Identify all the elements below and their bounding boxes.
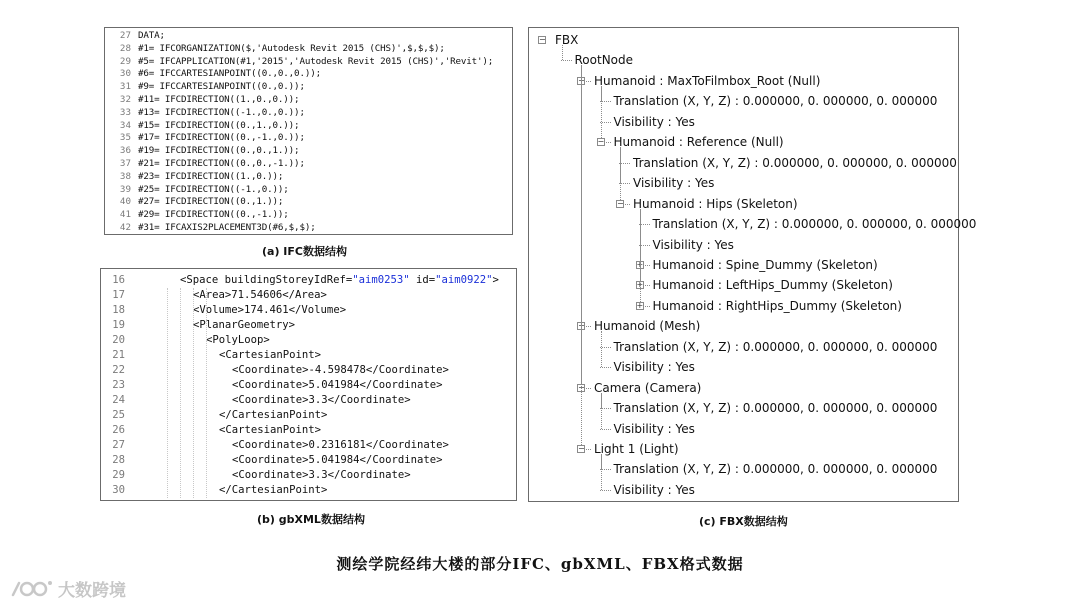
line-number: 30 [112, 484, 125, 496]
code-text: <Coordinate>3.3</Coordinate> [232, 394, 411, 406]
line-number: 27 [112, 439, 125, 451]
line-number: 31 [119, 81, 131, 93]
line-number: 18 [112, 304, 125, 316]
code-line [105, 107, 512, 120]
collapse-icon[interactable]: − [578, 444, 585, 453]
tree-connector [601, 86, 602, 142]
code-text: <PolyLoop> [206, 334, 270, 346]
code-text [125, 273, 499, 288]
code-line [105, 81, 512, 94]
line-number: 24 [112, 394, 125, 406]
tree-node-label[interactable]: Translation (X, Y, Z) : 0.000000, 0. 000000, 0. 000000 [652, 217, 977, 232]
code-line [101, 423, 516, 438]
expand-icon[interactable]: + [636, 280, 644, 290]
code-text: <PlanarGeometry> [193, 319, 296, 331]
tree-connector [600, 429, 611, 430]
line-number: 36 [119, 145, 131, 157]
watermark-text: 大数跨境 [58, 581, 126, 601]
fbx-caption: (c) FBX数据结构 [699, 515, 788, 528]
line-number: 38 [119, 170, 131, 182]
line-number: 20 [112, 334, 125, 346]
tree-node-label[interactable]: Humanoid : LeftHips_Dummy (Skeleton) [652, 278, 893, 293]
code-text: <Area>71.54606</Area> [193, 289, 327, 301]
code-text: #23= IFCDIRECTION((1.,0.)); [138, 170, 284, 182]
code-text: #17= IFCDIRECTION((0.,-1.,0.)); [138, 132, 305, 144]
line-number: 34 [119, 119, 131, 131]
code-line [105, 171, 512, 184]
code-line [101, 453, 516, 468]
code-line [105, 68, 512, 81]
line-number: 25 [112, 409, 125, 421]
code-text: #27= IFCDIRECTION((0.,1.)); [138, 196, 284, 208]
collapse-icon[interactable]: − [617, 198, 624, 208]
tree-node-label[interactable]: Translation (X, Y, Z) : 0.000000, 0. 000000, 0. 000000 [613, 339, 938, 354]
indent-guide [193, 288, 194, 498]
attr-value: "aim0922" [435, 274, 493, 286]
code-line [105, 30, 512, 43]
line-number: 19 [112, 319, 125, 331]
tree-node-label[interactable]: Visibility : Yes [613, 482, 695, 497]
tree-connector [581, 65, 582, 449]
code-line [101, 408, 516, 423]
line-number: 33 [119, 106, 131, 118]
line-number: 23 [112, 379, 125, 391]
code-text: #25= IFCDIRECTION((-1.,0.)); [138, 183, 289, 195]
code-text: #31= IFCAXIS2PLACEMENT3D(#6,$,$); [138, 221, 316, 233]
code-text: <Volume>174.461</Volume> [193, 304, 347, 316]
tree-node-label[interactable]: RootNode [574, 53, 634, 68]
tree-connector [562, 45, 563, 60]
code-text: </CartesianPoint> [219, 409, 328, 421]
collapse-icon[interactable]: − [578, 321, 585, 331]
tree-node-label[interactable]: Translation (X, Y, Z) : 0.000000, 0. 000000, 0. 000000 [613, 462, 938, 477]
tree-node-label[interactable]: FBX [555, 33, 579, 47]
line-number: 22 [112, 364, 125, 376]
code-text: #11= IFCDIRECTION((1.,0.,0.)); [138, 93, 300, 105]
collapse-icon[interactable]: − [539, 35, 546, 44]
code-text: #19= IFCDIRECTION((0.,0.,1.)); [138, 145, 300, 157]
indent-guide [206, 288, 207, 498]
line-number: 35 [119, 132, 131, 144]
code-text: <Coordinate>5.041984</Coordinate> [232, 379, 443, 391]
tree-node-label[interactable]: Light 1 (Light) [594, 442, 679, 456]
code-text: </CartesianPoint> [219, 484, 328, 496]
code-text: <Coordinate>3.3</Coordinate> [232, 469, 411, 481]
code-tag: id= [409, 274, 436, 286]
code-tag: <Space buildingStoreyIdRef= [180, 274, 353, 286]
tree-connector [601, 454, 602, 490]
code-line [105, 184, 512, 197]
code-line [101, 438, 516, 453]
line-number: 17 [112, 289, 125, 301]
line-number: 29 [119, 55, 131, 67]
watermark [10, 576, 126, 601]
tree-node-label[interactable]: Visibility : Yes [633, 176, 715, 191]
code-text: #6= IFCCARTESIANPOINT((0.,0.,0.)); [138, 68, 321, 80]
expand-icon[interactable]: + [636, 300, 644, 310]
code-line [101, 318, 516, 333]
attr-value: "aim0253" [352, 274, 410, 286]
tree-node-label[interactable]: Visibility : Yes [613, 421, 695, 436]
line-number: 40 [119, 196, 131, 208]
tree-node-label[interactable]: Visibility : Yes [613, 114, 695, 129]
tree-connector [600, 490, 611, 491]
indent-guide [167, 288, 168, 498]
code-line [105, 132, 512, 145]
tree-connector [640, 209, 641, 306]
collapse-icon[interactable]: − [578, 382, 585, 392]
line-number: 29 [112, 469, 125, 481]
tree-node-label[interactable]: Camera (Camera) [594, 380, 702, 395]
code-line [101, 468, 516, 483]
tree-node-label[interactable]: Humanoid : Hips (Skeleton) [633, 196, 798, 211]
expand-icon[interactable]: + [636, 259, 644, 269]
figure-title: 测绘学院经纬大楼的部分IFC、gbXML、FBX格式数据 [336, 555, 744, 573]
code-line [105, 222, 512, 235]
code-text: #15= IFCDIRECTION((0.,1.,0.)); [138, 119, 300, 131]
code-line [105, 94, 512, 107]
code-text: DATA; [138, 30, 165, 41]
logo-icon [10, 577, 54, 601]
code-line [105, 145, 512, 158]
gbxml-caption: (b) gbXML数据结构 [257, 513, 365, 526]
line-number: 28 [112, 454, 125, 466]
tree-node-label[interactable]: Humanoid : Reference (Null) [613, 135, 784, 150]
code-text: #13= IFCDIRECTION((-1.,0.,0.)); [138, 106, 305, 118]
code-text: <Coordinate>0.2316181</Coordinate> [232, 439, 449, 451]
code-text: <Coordinate>5.041984</Coordinate> [232, 454, 443, 466]
tree-node-label[interactable]: Humanoid : RightHips_Dummy (Skeleton) [652, 298, 902, 313]
code-line [105, 56, 512, 69]
code-line [101, 483, 516, 498]
tree-node-label[interactable]: Humanoid : Spine_Dummy (Skeleton) [652, 257, 878, 272]
code-text: #21= IFCDIRECTION((0.,0.,-1.)); [138, 157, 305, 169]
line-number: 41 [119, 209, 131, 221]
indent-guide [180, 288, 181, 498]
gbxml-code-panel [100, 268, 517, 501]
line-number: 30 [119, 68, 131, 80]
line-number: 39 [119, 183, 131, 195]
tree-node-label[interactable]: Humanoid : MaxToFilmbox_Root (Null) [594, 73, 821, 88]
code-line [105, 209, 512, 222]
tree-node-label[interactable]: Visibility : Yes [613, 360, 695, 375]
line-number: 32 [119, 93, 131, 105]
code-text: <Coordinate>-4.598478</Coordinate> [232, 364, 449, 376]
tree-node-label[interactable]: Visibility : Yes [652, 237, 734, 252]
code-line [101, 348, 516, 363]
tree-connector [601, 393, 602, 429]
tree-node-label[interactable]: Translation (X, Y, Z) : 0.000000, 0. 000000, 0. 000000 [633, 155, 957, 170]
fbx-tree-panel [528, 27, 977, 502]
code-line [105, 43, 512, 56]
ifc-caption: (a) IFC数据结构 [262, 245, 347, 258]
tree-node-label[interactable]: Translation (X, Y, Z) : 0.000000, 0. 000000, 0. 000000 [613, 401, 938, 416]
collapse-icon[interactable]: − [597, 137, 605, 147]
tree-connector [600, 367, 611, 368]
code-line [105, 120, 512, 133]
tree-connector [561, 60, 572, 61]
tree-connector [601, 331, 602, 367]
code-text: <CartesianPoint> [219, 424, 322, 436]
collapse-icon[interactable]: − [578, 75, 585, 85]
line-number: 16 [112, 274, 125, 286]
code-text: #1= IFCORGANIZATION($,'Autodesk Revit 2015 (CHS)',$,$,$); [138, 42, 445, 54]
code-line [101, 393, 516, 408]
code-line [105, 158, 512, 171]
line-number: 26 [112, 424, 125, 436]
code-line [101, 303, 516, 318]
code-line [101, 333, 516, 348]
tree-node-label[interactable]: Translation (X, Y, Z) : 0.000000, 0. 000000, 0. 000000 [613, 94, 938, 109]
line-number: 42 [119, 221, 131, 233]
code-line [101, 363, 516, 378]
line-number: 21 [112, 349, 125, 361]
code-text: <CartesianPoint> [219, 349, 322, 361]
line-number: 37 [119, 157, 131, 169]
code-line [101, 288, 516, 303]
line-number: 28 [119, 42, 131, 54]
code-text: #5= IFCAPPLICATION(#1,'2015','Autodesk Revit 2015 (CHS)','Revit'); [138, 55, 494, 67]
line-number: 27 [119, 30, 131, 41]
code-line [105, 196, 512, 209]
code-line [101, 378, 516, 393]
code-tag: > [492, 274, 499, 286]
tree-connector [620, 147, 621, 203]
code-text: #9= IFCCARTESIANPOINT((0.,0.)); [138, 81, 305, 93]
code-line [101, 273, 516, 288]
ifc-code-panel [104, 27, 513, 235]
code-text: #29= IFCDIRECTION((0.,-1.)); [138, 209, 289, 221]
tree-node-label[interactable]: Humanoid (Mesh) [594, 319, 701, 334]
